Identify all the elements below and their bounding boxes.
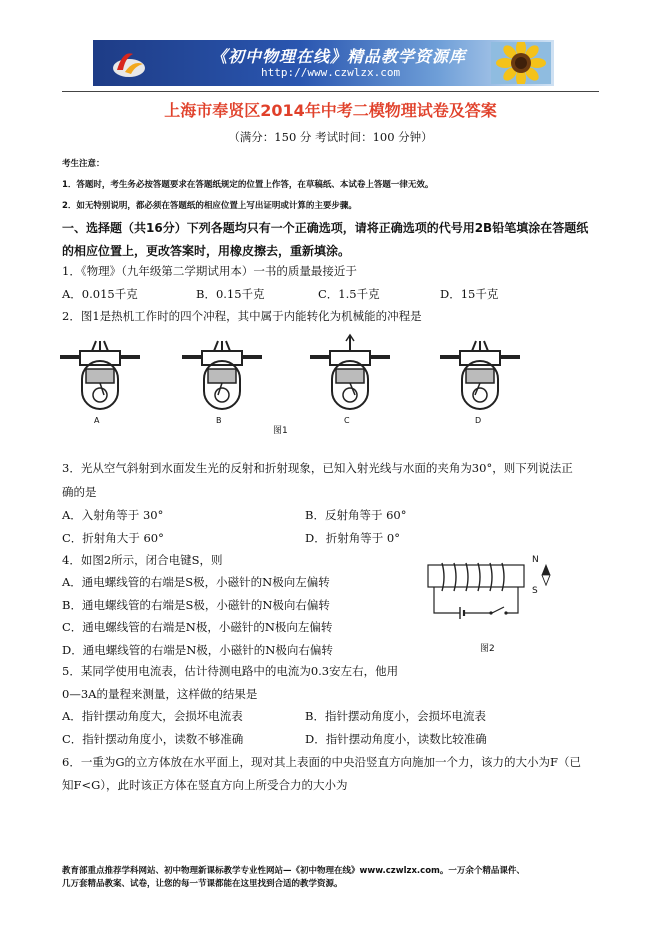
q5-stem-line1: 5．某同学使用电流表，估计待测电路中的电流为0.3安左右，他用 <box>62 664 399 678</box>
q5-option-b: B．指针摆动角度小，会损坏电流表 <box>305 709 486 723</box>
q3-option-b: B．反射角等于 60° <box>305 508 407 522</box>
header-divider <box>62 91 599 92</box>
q4-option-d: D．通电螺线管的右端是N极，小磁针的N极向右偏转 <box>62 643 333 657</box>
q1-stem: 1．《物理》（九年级第二学期试用本）一书的质量最接近于 <box>62 264 357 278</box>
q4-option-b: B．通电螺线管的右端是S极，小磁针的N极向右偏转 <box>62 598 330 612</box>
figure-2-caption: 图2 <box>480 644 495 654</box>
q1-option-d: D．15千克 <box>440 287 499 301</box>
needle-s-label: S <box>532 586 538 596</box>
q5-option-a: A．指针摆动角度大，会损坏电流表 <box>62 709 243 723</box>
figure-2-solenoid-circuit <box>420 553 580 653</box>
needle-n-label: N <box>532 555 539 565</box>
notice-item: 2．如无特别说明，都必须在答题纸的相应位置上写出证明或计算的主要步骤。 <box>62 201 357 211</box>
q4-option-a: A．通电螺线管的右端是S极，小磁针的N极向左偏转 <box>62 575 330 589</box>
q4-stem: 4．如图2所示，闭合电键S，则 <box>62 553 223 567</box>
q6-stem-line1: 6．一重为G的立方体放在水平面上，现对其上表面的中央沿竖直方向施加一个力，该力的大小为F（已 <box>62 755 581 769</box>
q5-option-c: C．指针摆动角度小，读数不够准确 <box>62 732 244 746</box>
q1-option-b: B．0.15千克 <box>196 287 265 301</box>
q3-option-c: C．折射角大于 60° <box>62 531 164 545</box>
q3-stem-line1: 3．光从空气斜射到水面发生光的反射和折射现象，已知入射光线与水面的夹角为30°，则下列说法正 <box>62 461 573 475</box>
footer-line1: 教育部重点推荐学科网站、初中物理新课标教学专业性网站—《初中物理在线》www.czwlzx.com。一万余个精品课件、 <box>62 866 525 876</box>
sunflower-icon <box>491 42 551 84</box>
footer-line2: 几万套精品教案、试卷，让您的每一节课都能在这里找到合适的教学资源。 <box>62 879 343 889</box>
figure-1-caption: 图1 <box>273 426 288 436</box>
exam-info: （满分：150 分 考试时间：100 分钟） <box>228 130 433 144</box>
section-heading: 一、选择题（共16分）下列各题均只有一个正确选项，请将正确选项的代号用2B铅笔填涂在答题纸 <box>62 221 589 235</box>
banner-url: http://www.czwlzx.com <box>261 66 401 79</box>
banner-title: 《初中物理在线》精品教学资源库 <box>211 47 467 66</box>
q5-stem-line2: 0—3A的量程来测量，这样做的结果是 <box>62 687 258 701</box>
q5-option-d: D．指针摆动角度小，读数比较准确 <box>305 732 487 746</box>
q6-stem-line2: 知F<G），此时该正方体在竖直方向上所受合力的大小为 <box>62 778 348 792</box>
site-logo-icon <box>111 46 147 80</box>
solenoid-circuit-diagram <box>420 553 580 653</box>
notice-heading: 考生注意： <box>62 159 105 169</box>
fig1-label-c: C <box>344 416 350 425</box>
engine-strokes-diagram <box>60 333 530 438</box>
q3-stem-line2: 确的是 <box>62 485 97 499</box>
q4-option-c: C．通电螺线管的右端是N极，小磁针的N极向左偏转 <box>62 620 333 634</box>
q3-option-a: A．入射角等于 30° <box>62 508 164 522</box>
q3-option-d: D．折射角等于 0° <box>305 531 400 545</box>
fig1-label-b: B <box>216 416 222 425</box>
fig1-label-a: A <box>94 416 100 425</box>
q2-stem: 2．图1是热机工作时的四个冲程，其中属于内能转化为机械能的冲程是 <box>62 309 422 323</box>
figure-1-engine-strokes <box>60 333 530 438</box>
fig1-label-d: D <box>475 416 482 425</box>
q1-option-a: A．0.015千克 <box>62 287 138 301</box>
notice-item: 1．答题时，考生务必按答题要求在答题纸规定的位置上作答，在草稿纸、本试卷上答题一律无效。 <box>62 180 434 190</box>
section-instructions: 的相应位置上，更改答案时，用橡皮擦去，重新填涂。 <box>62 244 351 258</box>
header-banner <box>93 40 554 86</box>
page-title: 上海市奉贤区2014年中考二模物理试卷及答案 <box>164 101 497 120</box>
q1-option-c: C．1.5千克 <box>318 287 380 301</box>
